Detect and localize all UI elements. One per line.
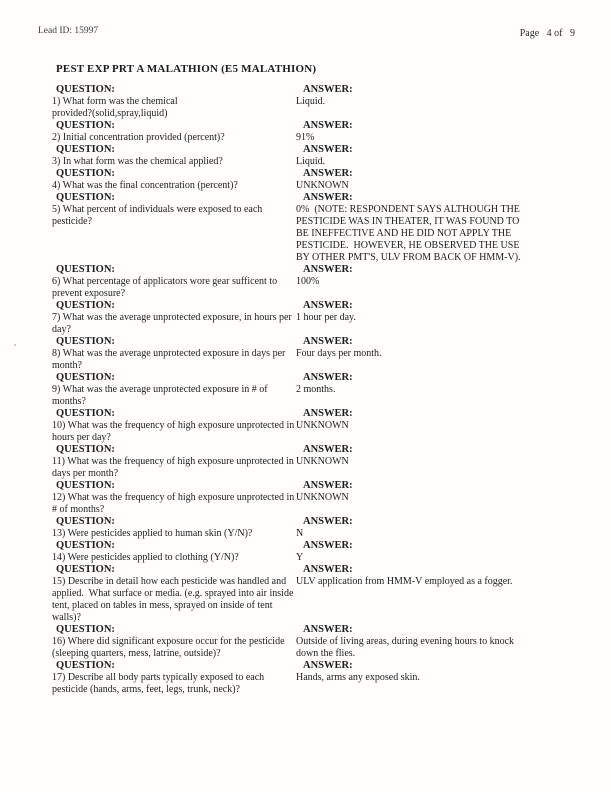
question-label: QUESTION: [56, 564, 115, 575]
answer-text [296, 132, 575, 144]
answer-line: Hands, arms any exposed skin. [296, 672, 420, 683]
question-text [52, 276, 296, 300]
question-line: 11) What was the frequency of high exposure unprotected in [52, 456, 294, 467]
question-label: QUESTION: [56, 444, 115, 455]
qa-columns [52, 384, 575, 408]
qa-label-line [52, 372, 575, 384]
question-label: QUESTION: [56, 516, 115, 527]
question-line: 10) What was the frequency of high exposure unprotected in [52, 420, 295, 431]
qa-row [52, 540, 575, 564]
qa-columns [52, 420, 575, 444]
question-text [52, 156, 296, 168]
question-line: pesticide? [52, 216, 92, 227]
question-line: 14) Were pesticides applied to clothing (Y/N)? [52, 552, 239, 563]
question-label: QUESTION: [56, 168, 115, 179]
question-line: 6) What percentage of applicators wore gear sufficent to [52, 276, 278, 287]
question-line: provided?(solid,spray,liquid) [52, 108, 168, 119]
question-text [52, 312, 296, 336]
qa-row [52, 168, 575, 192]
answer-line: down the flies. [296, 648, 356, 659]
question-line: # of months? [52, 504, 105, 515]
qa-columns [52, 456, 575, 480]
qa-row [52, 624, 575, 660]
answer-line: PESTICIDE WAS IN THEATER, IT WAS FOUND TO [296, 216, 520, 227]
qa-columns [52, 132, 575, 144]
qa-columns [52, 636, 575, 660]
question-text [52, 636, 296, 660]
answer-label: ANSWER: [303, 300, 353, 311]
answer-line: 91% [296, 132, 315, 143]
qa-columns [52, 672, 575, 696]
question-line: 17) Describe all body parts typically exposed to each [52, 672, 265, 683]
question-line: applied. What surface or media. (e.g. sprayed into air inside [52, 588, 294, 599]
answer-text [296, 552, 575, 564]
qa-row [52, 660, 575, 696]
question-text [52, 672, 296, 696]
qa-row [52, 516, 575, 540]
answer-text [296, 96, 575, 108]
question-line: 5) What percent of individuals were exposed to each [52, 204, 263, 215]
question-label: QUESTION: [56, 84, 115, 95]
answer-label: ANSWER: [303, 516, 353, 527]
qa-label-line [52, 624, 575, 636]
answer-line: ULV application from HMM-V employed as a fogger. [296, 576, 513, 587]
answer-text [296, 456, 575, 468]
question-label: QUESTION: [56, 372, 115, 383]
answer-label: ANSWER: [303, 144, 353, 155]
qa-row [52, 120, 575, 144]
answer-line: 1 hour per day. [296, 312, 356, 323]
question-line: days per month? [52, 468, 119, 479]
qa-label-line [52, 336, 575, 348]
answer-label: ANSWER: [303, 168, 353, 179]
answer-line: Liquid. [296, 156, 326, 167]
question-text [52, 204, 296, 228]
answer-text [296, 276, 575, 288]
qa-columns [52, 312, 575, 336]
question-text [52, 180, 296, 192]
qa-label-line [52, 120, 575, 132]
answer-label: ANSWER: [303, 480, 353, 491]
question-line: 15) Describe in detail how each pesticide was handled and [52, 576, 287, 587]
answer-label: ANSWER: [303, 336, 353, 347]
answer-line: UNKNOWN [296, 180, 349, 191]
question-text [52, 384, 296, 408]
qa-label-line [52, 264, 575, 276]
answer-label: ANSWER: [303, 408, 353, 419]
question-text [52, 456, 296, 480]
answer-label: ANSWER: [303, 372, 353, 383]
answer-text [296, 576, 575, 588]
document-content [52, 63, 575, 696]
answer-text [296, 156, 575, 168]
question-label: QUESTION: [56, 144, 115, 155]
question-line: 13) Were pesticides applied to human skin (Y/N)? [52, 528, 253, 539]
question-text [52, 132, 296, 144]
answer-label: ANSWER: [303, 564, 353, 575]
qa-row [52, 84, 575, 120]
answer-line: UNKNOWN [296, 456, 349, 467]
qa-row [52, 564, 575, 624]
document-title: PEST EXP PRT A MALATHION (E5 MALATHION) [56, 63, 317, 75]
answer-label: ANSWER: [303, 192, 353, 203]
question-line: walls)? [52, 612, 81, 623]
answer-text [296, 312, 575, 324]
answer-line: BY OTHER PMT'S, ULV FROM BACK OF HMM-V). [296, 252, 521, 263]
qa-columns [52, 348, 575, 372]
question-line: prevent exposure? [52, 288, 126, 299]
question-line: pesticide (hands, arms, feet, legs, trunk, neck)? [52, 684, 240, 695]
qa-columns [52, 204, 575, 264]
question-label: QUESTION: [56, 192, 115, 203]
qa-label-line [52, 168, 575, 180]
answer-line: Y [296, 552, 304, 563]
qa-label-line [52, 564, 575, 576]
answer-text [296, 180, 575, 192]
qa-list [52, 84, 575, 696]
question-line: 8) What was the average unprotected exposure in days per [52, 348, 286, 359]
qa-columns [52, 552, 575, 564]
qa-label-line [52, 444, 575, 456]
question-label: QUESTION: [56, 120, 115, 131]
answer-line: 0% (NOTE: RESPONDENT SAYS ALTHOUGH THE [296, 204, 520, 215]
question-line: 9) What was the average unprotected exposure in # of [52, 384, 268, 395]
question-text [52, 552, 296, 564]
qa-label-line [52, 300, 575, 312]
question-line: 7) What was the average unprotected exposure, in hours per [52, 312, 292, 323]
answer-label: ANSWER: [303, 444, 353, 455]
question-label: QUESTION: [56, 540, 115, 551]
answer-line: Liquid. [296, 96, 326, 107]
qa-columns [52, 156, 575, 168]
qa-row [52, 192, 575, 264]
qa-label-line [52, 660, 575, 672]
answer-text [296, 492, 575, 504]
answer-text [296, 204, 575, 264]
question-line: tent, placed on tables in mess, sprayed on inside of tent [52, 600, 273, 611]
question-line: hours per day? [52, 432, 111, 443]
qa-label-line [52, 516, 575, 528]
question-label: QUESTION: [56, 264, 115, 275]
question-text [52, 96, 296, 120]
qa-columns [52, 276, 575, 300]
qa-label-line [52, 84, 575, 96]
question-label: QUESTION: [56, 480, 115, 491]
question-text [52, 492, 296, 516]
answer-line: PESTICIDE. HOWEVER, HE OBSERVED THE USE [296, 240, 520, 251]
question-line: 12) What was the frequency of high exposure unprotected in [52, 492, 295, 503]
question-label: QUESTION: [56, 624, 115, 635]
qa-columns [52, 96, 575, 120]
lead-id-label: Lead ID: 15997 [38, 26, 99, 36]
answer-line: BE INEFFECTIVE AND HE DID NOT APPLY THE [296, 228, 512, 239]
question-line: 3) In what form was the chemical applied? [52, 156, 223, 167]
question-line: 2) Initial concentration provided (percent)? [52, 132, 225, 143]
qa-row [52, 408, 575, 444]
scan-artifact [14, 344, 16, 346]
qa-label-line [52, 540, 575, 552]
question-label: QUESTION: [56, 300, 115, 311]
question-text [52, 348, 296, 372]
question-line: month? [52, 360, 82, 371]
qa-row [52, 480, 575, 516]
question-text [52, 528, 296, 540]
question-text [52, 420, 296, 444]
answer-line: UNKNOWN [296, 492, 349, 503]
qa-label-line [52, 480, 575, 492]
answer-line: Outside of living areas, during evening hours to knock [296, 636, 515, 647]
question-line: months? [52, 396, 86, 407]
answer-text [296, 420, 575, 432]
answer-text [296, 384, 575, 396]
qa-columns [52, 528, 575, 540]
answer-line: UNKNOWN [296, 420, 349, 431]
answer-text [296, 348, 575, 360]
answer-label: ANSWER: [303, 264, 353, 275]
qa-columns [52, 492, 575, 516]
answer-label: ANSWER: [303, 84, 353, 95]
answer-text [296, 672, 575, 684]
answer-text [296, 636, 575, 660]
answer-line: N [296, 528, 304, 539]
qa-label-line [52, 192, 575, 204]
answer-label: ANSWER: [303, 540, 353, 551]
qa-row [52, 300, 575, 336]
qa-row [52, 336, 575, 372]
qa-row [52, 372, 575, 408]
qa-row [52, 264, 575, 300]
question-line: day? [52, 324, 71, 335]
answer-line: Four days per month. [296, 348, 382, 359]
question-line: 4) What was the final concentration (percent)? [52, 180, 238, 191]
question-label: QUESTION: [56, 336, 115, 347]
question-label: QUESTION: [56, 660, 115, 671]
answer-line: 2 months. [296, 384, 336, 395]
answer-line: 100% [296, 276, 320, 287]
qa-row [52, 144, 575, 168]
question-line: (sleeping quarters, mess, latrine, outside)? [52, 648, 221, 659]
qa-columns [52, 576, 575, 624]
question-line: 1) What form was the chemical [52, 96, 178, 107]
answer-text [296, 528, 575, 540]
question-line: 16) Where did significant exposure occur for the pesticide [52, 636, 285, 647]
answer-label: ANSWER: [303, 624, 353, 635]
answer-label: ANSWER: [303, 660, 353, 671]
answer-label: ANSWER: [303, 120, 353, 131]
question-label: QUESTION: [56, 408, 115, 419]
qa-row [52, 444, 575, 480]
qa-label-line [52, 408, 575, 420]
qa-columns [52, 180, 575, 192]
qa-label-line [52, 144, 575, 156]
page-number-label: Page 4 of 9 [519, 28, 575, 39]
question-text [52, 576, 296, 624]
